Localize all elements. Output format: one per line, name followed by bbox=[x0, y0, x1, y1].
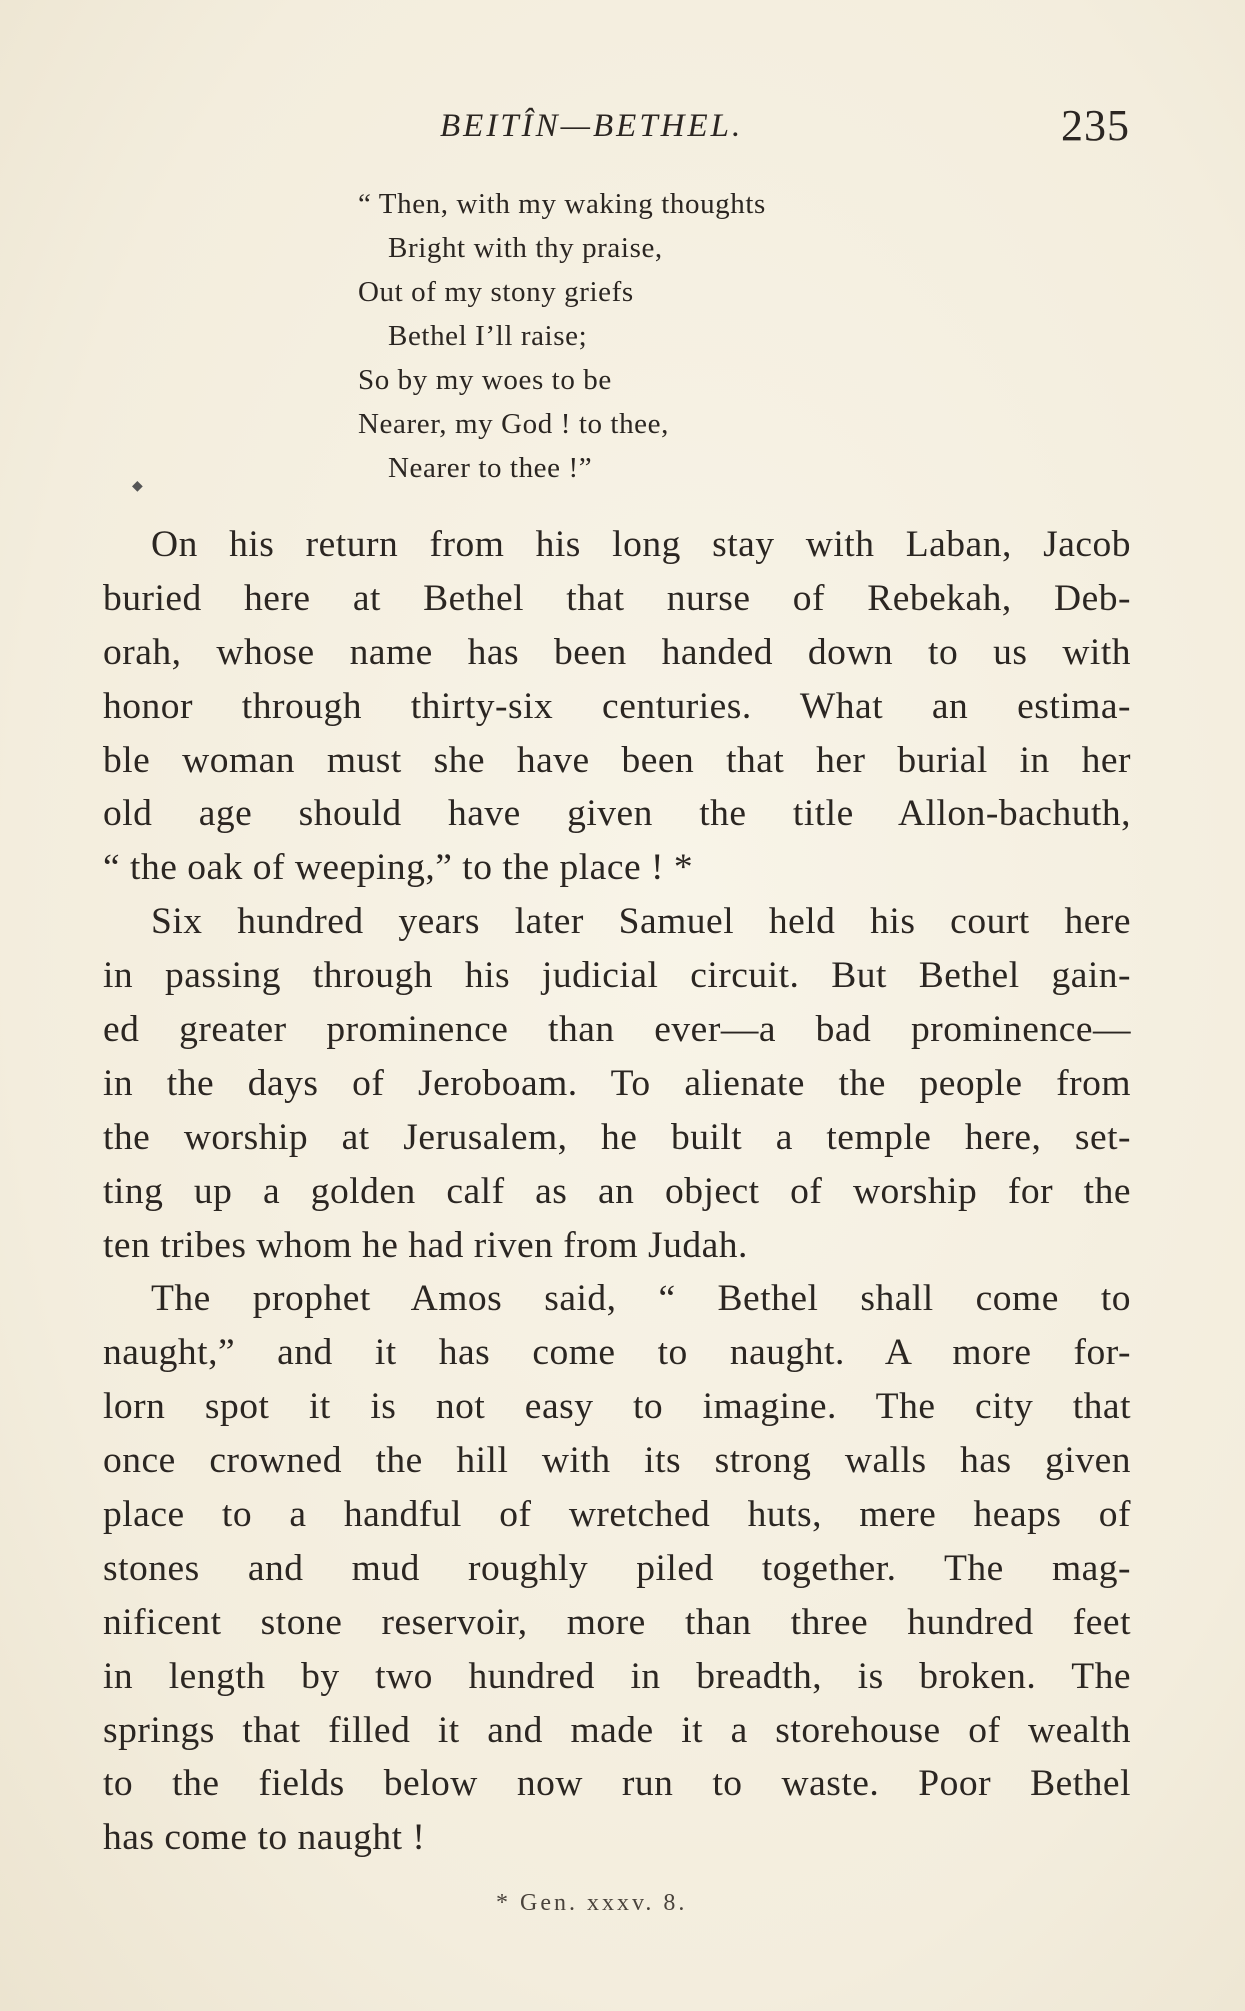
text-line: On his return from his long stay with Laban, Jacob bbox=[151, 524, 1131, 565]
poem-line: So by my woes to be bbox=[358, 364, 612, 396]
text-line: Six hundred years later Samuel held his court here bbox=[151, 901, 1131, 943]
text-line: nificent stone reservoir, more than three hundred feet bbox=[103, 1601, 1131, 1643]
text-line: to the fields below now run to waste. Poor Bethel bbox=[103, 1763, 1131, 1805]
page-number: 235 bbox=[1061, 101, 1130, 150]
text-line: naught,” and it has come to naught. A more for- bbox=[103, 1332, 1131, 1374]
footnote: * Gen. xxxv. 8. bbox=[496, 1890, 688, 1916]
poem-line: Out of my stony griefs bbox=[358, 276, 634, 308]
text-line: “ the oak of weeping,” to the place ! * bbox=[103, 847, 694, 889]
text-line: ble woman must she have been that her burial in her bbox=[103, 739, 1131, 781]
text-line: once crowned the hill with its strong walls has given bbox=[103, 1440, 1131, 1482]
poem-quotation bbox=[350, 182, 950, 490]
text-line: ten tribes whom he had riven from Judah. bbox=[103, 1224, 748, 1266]
poem-line: Bethel I’ll raise; bbox=[388, 320, 588, 352]
text-line: in passing through his judicial circuit. But Bethel gain- bbox=[103, 955, 1131, 997]
text-line: the worship at Jerusalem, he built a temple here, set- bbox=[103, 1116, 1131, 1158]
text-line: old age should have given the title Allon-bachuth, bbox=[103, 793, 1131, 835]
text-line: ed greater prominence than ever—a bad prominence— bbox=[103, 1009, 1131, 1051]
page-header bbox=[100, 100, 1130, 160]
text-line: has come to naught ! bbox=[103, 1817, 426, 1859]
running-head: BEITÎN—BETHEL. bbox=[440, 108, 744, 144]
ink-speck: ◆ bbox=[132, 479, 143, 494]
text-line: stones and mud roughly piled together. The mag- bbox=[103, 1547, 1131, 1589]
body-text bbox=[103, 518, 1131, 1865]
text-line: honor through thirty-six centuries. What an estima- bbox=[103, 685, 1131, 727]
text-line: lorn spot it is not easy to imagine. The city that bbox=[103, 1386, 1131, 1428]
text-line: buried here at Bethel that nurse of Rebekah, Deb- bbox=[103, 577, 1131, 619]
text-line: ting up a golden calf as an object of worship for the bbox=[103, 1170, 1131, 1212]
poem-line: Nearer to thee !” bbox=[388, 452, 593, 484]
text-line: orah, whose name has been handed down to us with bbox=[103, 631, 1131, 673]
text-line: in length by two hundred in breadth, is broken. The bbox=[103, 1655, 1131, 1697]
poem-line: Bright with thy praise, bbox=[388, 232, 663, 264]
text-line: springs that filled it and made it a storehouse of wealth bbox=[103, 1709, 1131, 1751]
text-line: place to a handful of wretched huts, mere heaps of bbox=[103, 1494, 1131, 1536]
poem-line: Nearer, my God ! to thee, bbox=[358, 408, 669, 440]
text-line: The prophet Amos said, “ Bethel shall come to bbox=[151, 1278, 1131, 1320]
poem-line: “ Then, with my waking thoughts bbox=[358, 188, 766, 220]
text-line: in the days of Jeroboam. To alienate the people from bbox=[103, 1062, 1131, 1104]
